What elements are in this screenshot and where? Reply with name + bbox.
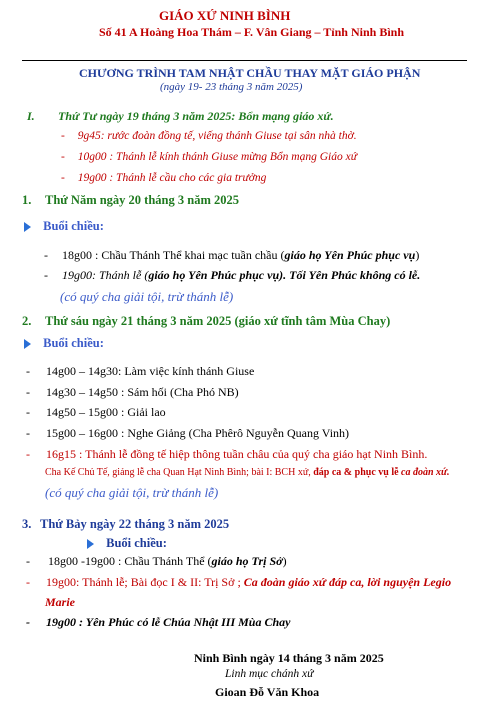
program-title: CHƯƠNG TRÌNH TAM NHẬT CHẦU THAY MẶT GIÁO PHẬN xyxy=(79,66,421,80)
signature-name: Gioan Đỗ Văn Khoa xyxy=(215,685,320,699)
section-4-title: Thứ Bảy ngày 22 tháng 3 năm 2025 xyxy=(40,517,230,531)
section-3-item xyxy=(26,426,349,441)
list-item-emphasis: giáo họ Yên Phúc phục vụ). Tối Yên Phúc không có lễ. xyxy=(148,268,421,282)
list-dash: - xyxy=(44,268,48,282)
list-item-text: 16g15 : Thánh lễ đồng tế hiệp thông tuần châu của quý cha giáo hạt Ninh Bình. xyxy=(46,447,428,461)
arrow-bullet-icon xyxy=(24,222,31,232)
list-item-text: 19g00: Thánh lễ ( xyxy=(62,268,149,282)
list-item-emphasis: Ca đoàn giáo xứ đáp ca, lời nguyện Legio xyxy=(243,575,452,589)
section-1-item xyxy=(61,151,357,163)
list-item-text: 19g00 : Yên Phúc có lễ Chúa Nhật III Mùa Chay xyxy=(46,615,291,629)
list-item-text: 9g45: rước đoàn đồng tế, viếng thánh Giuse tại sân nhà thờ. xyxy=(77,130,357,142)
section-3-item xyxy=(26,364,254,379)
subhead-label: Buổi chiều: xyxy=(43,336,104,350)
section-1-item xyxy=(61,172,266,184)
list-dash: - xyxy=(26,385,30,399)
detail-text: Cha Kế Chủ Tế, giảng lễ cha Quan Hạt Ninh Bình; bài I: BCH xứ, xyxy=(45,467,314,478)
section-3-title: Thứ sáu ngày 21 tháng 3 năm 2025 (giáo xứ tĩnh tâm Mùa Chay) xyxy=(45,314,391,328)
section-1-title: Thứ Tư ngày 19 tháng 3 năm 2025: Bổn mạng giáo xứ. xyxy=(58,109,334,123)
list-dash: - xyxy=(44,248,48,262)
detail-italic: ca đoàn xứ. xyxy=(401,467,450,478)
signature-role: Linh mục chánh xứ xyxy=(225,668,314,680)
arrow-bullet-icon xyxy=(87,539,94,549)
list-item-emphasis: giáo họ Yên Phúc phục vụ xyxy=(284,248,416,262)
section-2-note: (có quý cha giải tội, trừ thánh lễ) xyxy=(60,289,234,304)
list-dash: - xyxy=(61,130,65,142)
list-item-text: 19g00: Thánh lễ; Bài đọc I & II: Trị Sở ; xyxy=(46,575,244,589)
list-item-end: ) xyxy=(282,554,287,568)
list-dash: - xyxy=(26,575,30,589)
section-4-number: 3. xyxy=(22,517,32,531)
list-dash: - xyxy=(26,426,30,440)
section-1-item xyxy=(61,130,357,142)
program-dates: (ngày 19- 23 tháng 3 năm 2025) xyxy=(160,81,303,93)
list-dash: - xyxy=(61,172,65,184)
list-dash: - xyxy=(26,554,30,568)
section-4-item xyxy=(26,554,287,569)
section-1-number: I. xyxy=(27,109,35,123)
section-4-subhead xyxy=(87,536,167,551)
section-2-item xyxy=(44,248,419,263)
section-3-subhead xyxy=(24,336,104,351)
list-item-end: ) xyxy=(415,248,420,262)
list-dash: - xyxy=(26,405,30,419)
section-2-subhead xyxy=(24,219,104,234)
list-dash: - xyxy=(26,615,30,629)
parish-name: GIÁO XỨ NINH BÌNH xyxy=(159,8,291,23)
list-dash: - xyxy=(26,364,30,378)
arrow-bullet-icon xyxy=(24,339,31,349)
section-2-number: 1. xyxy=(22,193,32,207)
parish-address: Số 41 A Hoàng Hoa Thám – F. Vân Giang – Tỉnh Ninh Bình xyxy=(99,25,405,39)
section-3-item xyxy=(26,405,166,420)
list-dash: - xyxy=(26,447,30,461)
subhead-label: Buổi chiều: xyxy=(106,536,167,550)
section-4-item xyxy=(26,615,290,630)
section-2-item xyxy=(44,268,420,283)
header-divider xyxy=(22,60,467,61)
section-4-item xyxy=(26,575,451,590)
section-3-note: (có quý cha giải tội, trừ thánh lễ) xyxy=(45,485,219,500)
list-dash: - xyxy=(61,151,65,163)
list-item-text: 14g00 – 14g30: Làm việc kính thánh Giuse xyxy=(46,364,255,378)
section-3-item xyxy=(26,385,239,400)
list-item-emphasis: giáo họ Trị Sở xyxy=(211,554,283,568)
list-item-text: 19g00 : Thánh lễ cầu cho các gia trưởng xyxy=(77,172,267,184)
section-3-number: 2. xyxy=(22,314,32,328)
list-item-text: 18g00 : Chầu Thánh Thể khai mạc tuần chầu ( xyxy=(62,248,285,262)
section-4-item-continued: Marie xyxy=(45,595,75,609)
signature-date: Ninh Bình ngày 14 tháng 3 năm 2025 xyxy=(194,651,384,665)
list-item-text: 10g00 : Thánh lễ kính thánh Giuse mừng Bổn mạng Giáo xứ xyxy=(77,151,357,163)
detail-bold: đáp ca & phục vụ lễ xyxy=(313,467,402,478)
list-item-text: 14g30 – 14g50 : Sám hối (Cha Phó NB) xyxy=(46,385,239,399)
list-item-text: 15g00 – 16g00 : Nghe Giảng (Cha Phêrô Nguyễn Quang Vinh) xyxy=(46,426,350,440)
list-item-text: 18g00 -19g00 : Chầu Thánh Thể ( xyxy=(48,554,212,568)
section-3-item-detail xyxy=(45,467,450,478)
subhead-label: Buổi chiều: xyxy=(43,219,104,233)
section-3-item xyxy=(26,447,427,462)
list-item-text: 14g50 – 15g00 : Giải lao xyxy=(46,405,166,419)
section-2-title: Thứ Năm ngày 20 tháng 3 năm 2025 xyxy=(45,193,239,207)
